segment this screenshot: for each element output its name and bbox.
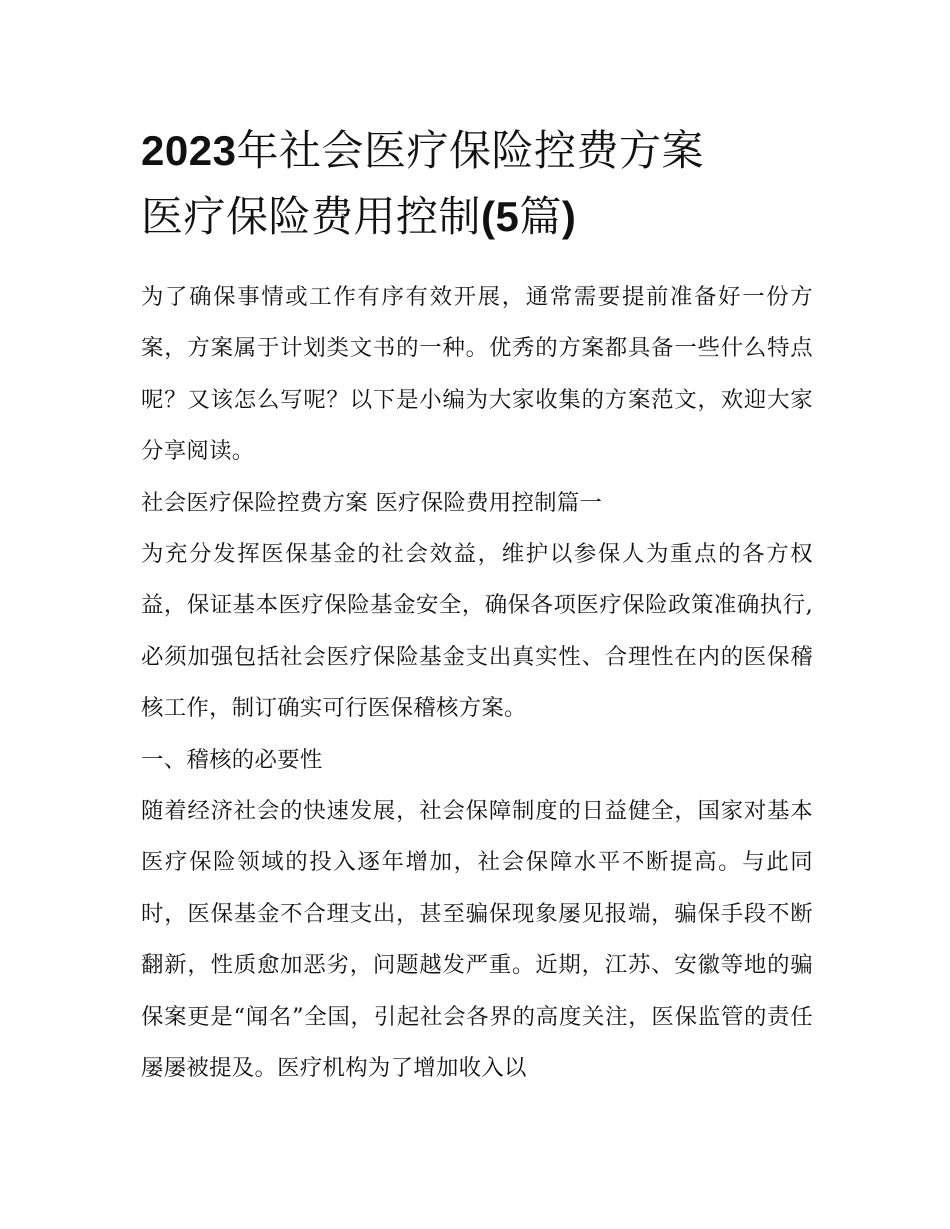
title-paren-close: ) (561, 193, 577, 240)
subsection-heading: 一、稽核的必要性 (141, 746, 323, 773)
title-line1-text: 年社会医疗保险控费方案 (236, 126, 704, 175)
title-paren-open: ( (481, 193, 496, 240)
body-paragraph: 随着经济社会的快速发展，社会保障制度的日益健全，国家对基本医疗保险领域的投入逐年增加，社会保障水平不断提高。与此同时，医保基金不合理支出，甚至骗保现象屡见报端，骗保手段不断翻新，性质愈加恶劣，问题越发严重。近期，江苏、安徽等地的骗保案更是“闻名”全国，引起社会各界的高度关注，医保监管的责任屡屡被提及。医疗机构为了增加收入以 (141, 798, 813, 1082)
title-count: 5 (495, 193, 520, 240)
section-heading: 社会医疗保险控费方案 医疗保险费用控制篇一 (141, 489, 603, 516)
title-count-unit: 篇 (519, 192, 562, 241)
title-line2-text: 医疗保险费用控制 (141, 192, 482, 241)
body-paragraph: 为充分发挥医保基金的社会效益，维护以参保人为重点的各方权益，保证基本医疗保险基金安全，确保各项医疗保险政策准确执行,必须加强包括社会医疗保险基金支出真实性、合理性在内的医保稽核工作，制订确实可行医保稽核方案。 (141, 541, 813, 722)
document-title (141, 118, 813, 250)
title-year: 2023 (141, 127, 237, 174)
intro-paragraph: 为了确保事情或工作有序有效开展，通常需要提前准备好一份方案，方案属于计划类文书的一种。优秀的方案都具备一些什么特点呢？又该怎么写呢？以下是小编为大家收集的方案范文，欢迎大家分享阅读。 (141, 284, 813, 465)
document-body (141, 118, 813, 1095)
